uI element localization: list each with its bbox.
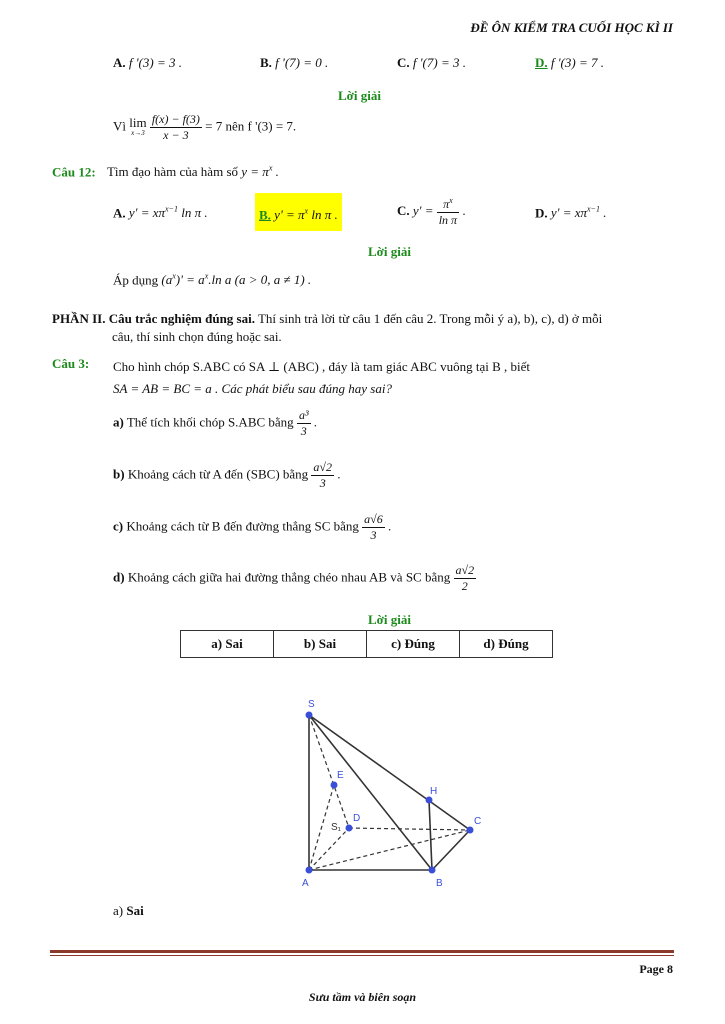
point-H — [426, 797, 433, 804]
point-E — [331, 782, 338, 789]
part2-heading: PHẦN II. Câu trắc nghiệm đúng sai. Thí sinh trả lời từ câu 1 đến câu 2. Trong mỗi ý a), b), c), d) ở mỗi câu, thí sinh chọn đúng hoặc sai. — [52, 311, 603, 344]
q12-solution: Áp dụng $(a^x)' = a^x.\ln$ a (a > 0, a ≠ 1) . — [113, 272, 312, 288]
q3-statement-a: a) Thể tích khối chóp S.ABC bằng $\frac{\text{a³}}{3}$ . — [113, 408, 318, 438]
answer-d: d) Đúng — [460, 631, 553, 658]
edge-SC — [309, 715, 470, 830]
q3-statement-c: c) Khoảng cách từ B đến đường thẳng SC bằng $\frac{a√6}{3}$ . — [113, 512, 392, 542]
q11-option-c: C. f '(7) = 3 . — [397, 55, 466, 70]
q11-solution-label: Lời giải — [338, 88, 381, 103]
segment-BH — [429, 800, 432, 870]
q3-solution-label: Lời giải — [368, 612, 411, 627]
footer-rule-thick — [50, 950, 674, 953]
point-B — [429, 867, 436, 874]
q12-option-d: D. $y' = x\pi^{x-1}$ . — [535, 205, 607, 221]
point-S — [306, 712, 313, 719]
q11-option-d: D. f '(3) = 7 . — [535, 55, 604, 70]
footer-rule-thin — [50, 955, 674, 956]
answer-b: b) Sai — [274, 631, 367, 658]
point-C — [467, 827, 474, 834]
point-D — [346, 825, 353, 832]
point-A — [306, 867, 313, 874]
answer-c: c) Đúng — [367, 631, 460, 658]
q11-solution: Vì lim x→3 $\frac{f(x) - f(3)}{x - 3}$ = 7 nên f '(3) = 7. — [113, 112, 297, 142]
q3-label: Câu 3: — [52, 356, 90, 371]
label-B: B — [436, 878, 443, 889]
q12-option-b-highlighted: B. $y' = \pi^x$ ln π . — [255, 193, 342, 231]
label-E: E — [337, 770, 344, 781]
label-H: H — [430, 786, 438, 797]
edge-AC-hidden — [309, 830, 470, 870]
q12-solution-label: Lời giải — [368, 244, 411, 259]
q3-statement-d: d) Khoảng cách giữa hai đường thẳng chéo nhau AB và SC bằng $\frac{a√2}{2}$ — [113, 563, 475, 593]
label-C: C — [474, 816, 482, 827]
page-header-title: ĐỀ ÔN KIỂM TRA CUỐI HỌC KÌ II — [470, 20, 673, 35]
label-S: S — [308, 699, 315, 710]
q12-option-c: C. y' = $\frac{\pi^x}{\text{ln π}}$ . — [397, 196, 466, 227]
q12-option-a: A. $y' = x\pi^{x-1}$ ln π . — [113, 205, 208, 221]
page-number: Page 8 — [639, 962, 673, 976]
segment-DC-hidden — [349, 828, 470, 830]
q12-question: Câu 12: Tìm đạo hàm của hàm số $y = \pi^x$ . — [52, 164, 279, 180]
q11-option-b: B. f '(7) = 0 . — [260, 55, 329, 70]
label-A: A — [302, 878, 309, 889]
label-D: D — [353, 813, 361, 824]
q3-statement-b: b) Khoảng cách từ A đến (SBC) bằng $\frac{a√2}{3}$ . — [113, 460, 341, 490]
edge-BC — [432, 830, 470, 870]
edge-SB — [309, 715, 432, 870]
answer-a: a) Sai — [181, 631, 274, 658]
footer-caption: Sưu tầm và biên soạn — [308, 990, 417, 1004]
q11-option-a: A. f '(3) = 3 . — [113, 55, 182, 70]
label-S1: S₁ — [331, 822, 342, 833]
q3-stem: Cho hình chóp S.ABC có SA ⊥ (ABC) , đáy là tam giác ABC vuông tại B , biết SA = AB = BC = a . Các phát biểu sau đúng hay sai? — [113, 359, 531, 396]
q3-bottom-answer: a) Sai — [113, 903, 144, 918]
